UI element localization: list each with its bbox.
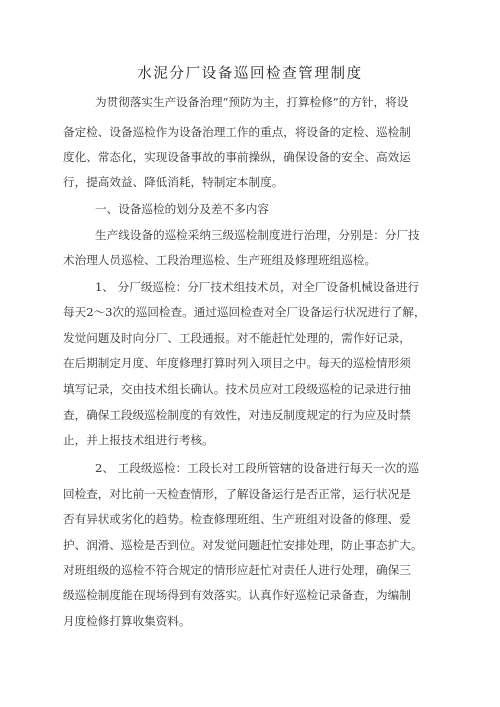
list-item-line: 1、 分厂级巡检：分厂技术组技术员，对全厂设备机械设备进行 [95,280,420,294]
document-title: 水泥分厂设备巡回检查管理制度 [137,66,363,82]
paragraph-line: 填写记录，交由技术组长确认。技术员应对工段级巡检的记录进行抽 [63,382,411,396]
paragraph-line: 查，确保工段级巡检制度的有效性，对违反制度规定的行为应及时禁 [63,408,411,422]
paragraph-line: 月度检修打算收集资料。 [63,614,191,628]
paragraph-line: 级巡检制度能在现场得到有效落实。认真作好巡检记录备查，为编制 [63,588,411,602]
paragraph-line: 发觉问题及时向分厂、工段通报。对不能赶忙处理的，需作好记录， [63,331,411,345]
paragraph-line: 行，提高效益、降低消耗，特制定本制度。 [63,175,284,189]
paragraph-line: 在后期制定月度、年度修理打算时列入项目之中。每天的巡检情形须 [63,356,411,370]
section-heading: 一、设备巡检的划分及差不多内容 [95,202,269,216]
list-item-line: 2、 工段级巡检：工段长对工段所管辖的设备进行每天一次的巡 [95,461,420,475]
paragraph-line: 备定检、设备巡检作为设备治理工作的重点，将设备的定检、巡检制 [63,125,411,139]
paragraph-line: 对班组级的巡检不符合规定的情形应赶忙对责任人进行处理，确保三 [63,563,411,577]
paragraph-line: 回检查，对比前一天检查情形，了解设备运行是否正常，运行状况是 [63,487,411,501]
paragraph-line: 为贯彻落实生产设备治理“预防为主，打算检修”的方针，将设 [95,95,409,109]
paragraph-line: 术治理人员巡检、工段治理巡检、生产班组及修理班组巡检。 [63,253,377,267]
paragraph-line: 度化、常态化，实现设备事故的事前操纵，确保设备的安全、高效运 [63,150,411,164]
paragraph-line: 每天2～3次的巡回检查。通过巡回检查对全厂设备运行状况进行了解， [63,305,426,319]
paragraph-line: 止，并上报技术组进行考核。 [63,433,214,447]
paragraph-line: 生产线设备的巡检采纳三级巡检制度进行治理，分别是：分厂技 [95,228,420,242]
paragraph-line: 否有异状或劣化的趋势。检查修理班组、生产班组对设备的修理、爱 [63,512,411,526]
paragraph-line: 护、润滑、巡检是否到位。对发觉问题赶忙安排处理，防止事态扩大。 [63,538,423,552]
